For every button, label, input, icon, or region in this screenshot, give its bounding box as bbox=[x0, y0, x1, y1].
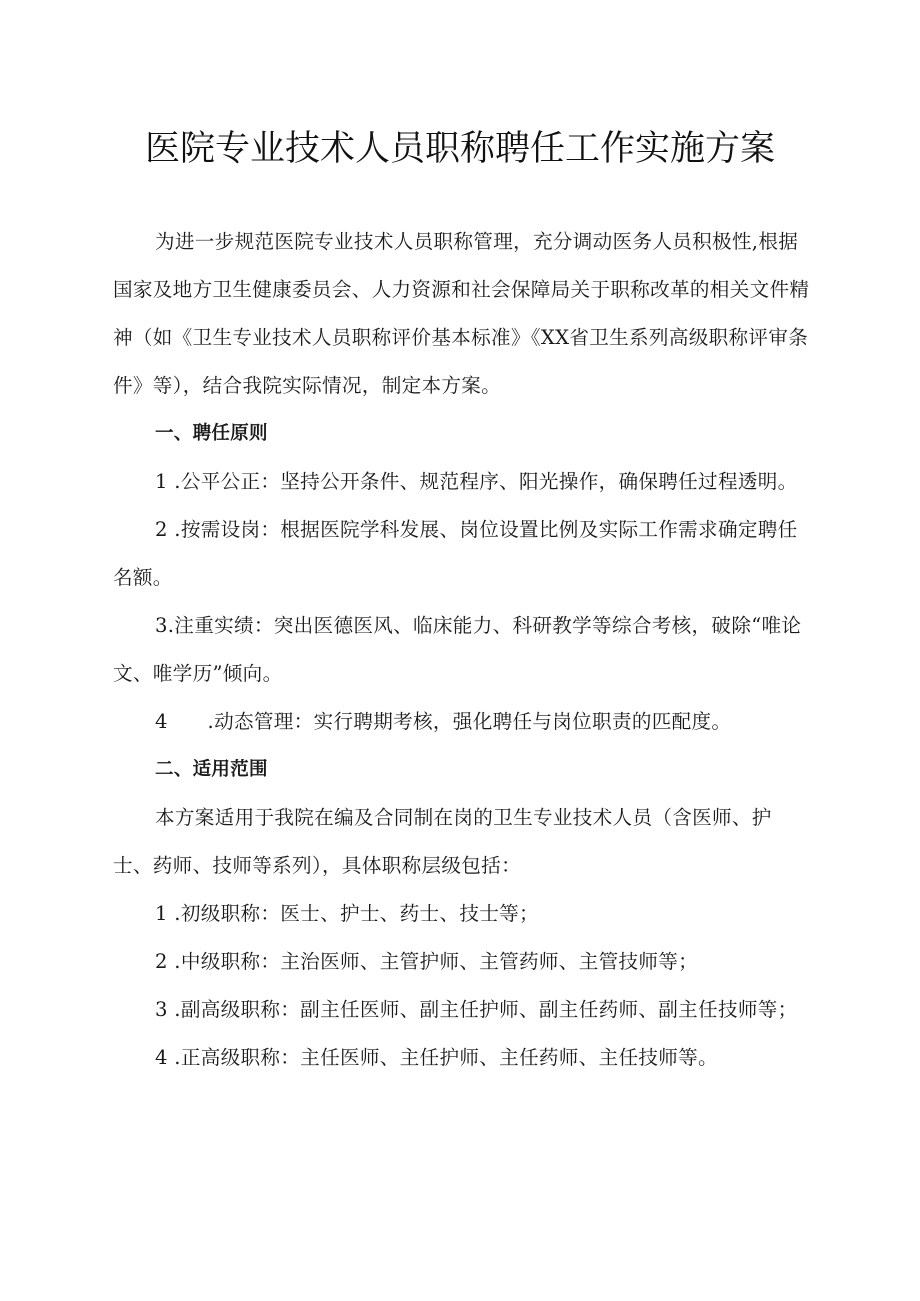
section-heading-principles: 一、聘任原则 bbox=[155, 423, 268, 444]
scope-paragraph: 本方案适用于我院在编及合同制在岗的卫生专业技术人员（含医师、护士、药师、技师等系列），具体职称层级包括： bbox=[113, 806, 772, 877]
principle-item: 4 .动态管理：实行聘期考核，强化聘任与岗位职责的匹配度。 bbox=[155, 710, 732, 733]
principle-item: 3.注重实绩：突出医德医风、临床能力、科研教学等综合考核，破除“唯论文、唯学历”倾向。 bbox=[113, 614, 802, 685]
intro-paragraph: 为进一步规范医院专业技术人员职称管理，充分调动医务人员积极性,根据国家及地方卫生健康委员会、人力资源和社会保障局关于职称改革的相关文件精神（如《卫生专业技术人员职称评价基本标准》《XX省卫生系列高级职称评审条件》等），结合我院实际情况，制定本方案。 bbox=[113, 230, 810, 397]
title-level-item: 1 .初级职称：医士、护士、药士、技士等； bbox=[155, 902, 539, 925]
section-heading-scope: 二、适用范围 bbox=[155, 759, 268, 780]
title-level-item: 3 .副高级职称：副主任医师、副主任护师、副主任药师、副主任技师等； bbox=[155, 998, 798, 1021]
title-level-item: 4 .正高级职称：主任医师、主任护师、主任药师、主任技师等。 bbox=[155, 1046, 718, 1069]
document-title: 医院专业技术人员职称聘任工作实施方案 bbox=[144, 129, 775, 169]
document-body bbox=[113, 218, 810, 1082]
principle-item: 1 .公平公正：坚持公开条件、规范程序、阳光操作，确保聘任过程透明。 bbox=[155, 470, 798, 493]
principle-item: 2 .按需设岗：根据医院学科发展、岗位设置比例及实际工作需求确定聘任名额。 bbox=[113, 518, 798, 589]
title-level-item: 2 .中级职称：主治医师、主管护师、主管药师、主管技师等； bbox=[155, 950, 699, 973]
